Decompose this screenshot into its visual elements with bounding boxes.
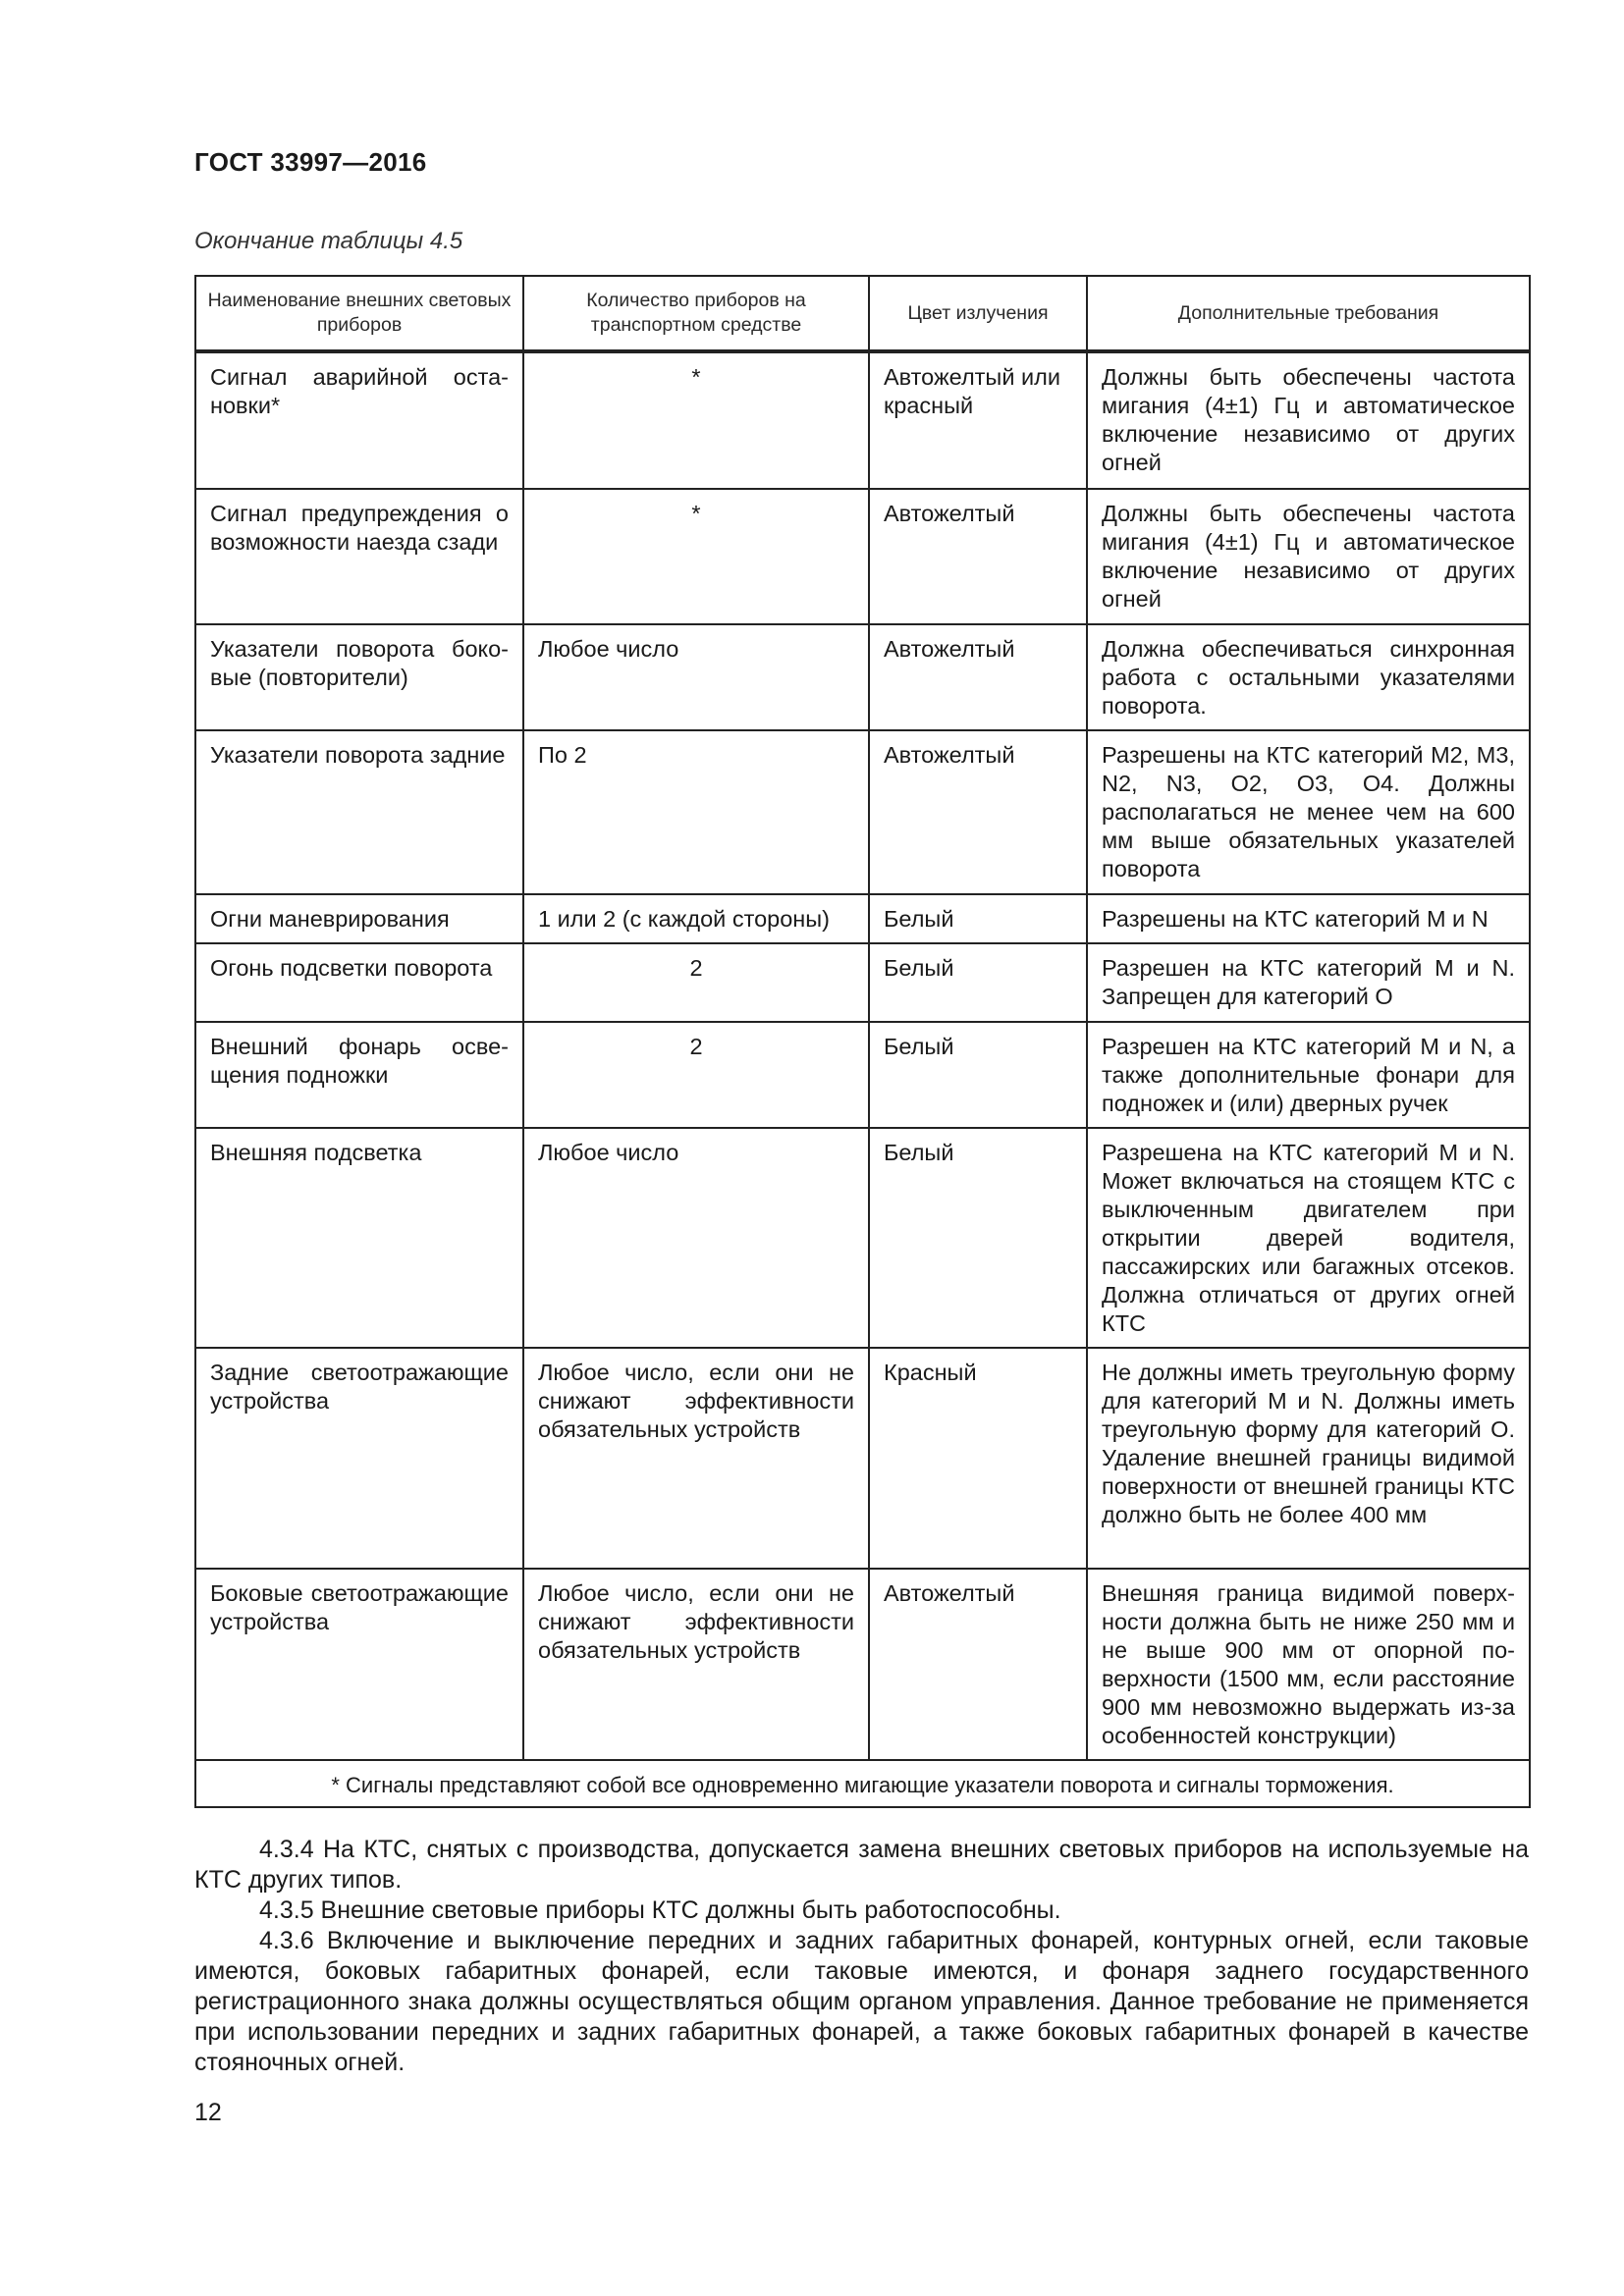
cell-requirements: Разрешены на КТС категорий М и N	[1087, 894, 1530, 943]
cell-requirements: Разрешен на КТС категорий М и N. Запрещен для категорий О	[1087, 943, 1530, 1022]
cell-device-count: Любое число, если они не снижают эффективности обязательных устройств	[523, 1348, 869, 1569]
cell-emission-color: Автожелтый	[869, 624, 1087, 730]
header-additional-requirements: Дополнительные требования	[1087, 276, 1530, 351]
cell-emission-color: Белый	[869, 1022, 1087, 1128]
table-header-row	[195, 276, 1530, 351]
cell-device-name: Указатели поворота задние	[195, 730, 523, 894]
cell-device-count: По 2	[523, 730, 869, 894]
cell-device-count: Любое число, если они не снижают эффективности обязательных устройств	[523, 1569, 869, 1760]
table-row	[195, 624, 1530, 730]
cell-emission-color: Автожелтый	[869, 489, 1087, 624]
cell-emission-color: Автожелтый	[869, 1569, 1087, 1760]
table-row	[195, 730, 1530, 894]
paragraph-4-3-6: 4.3.6 Включение и выключение передних и задних габаритных фонарей, контурных огней, если таковые имеются, боковых габаритных фонарей, если таковые имеются, и фонаря заднего государственного регистрационного знака должны осуществляться общим органом управления. Данное требование не применяется при использовании передних и задних габаритных фонарей, а также боковых габаритных фонарей в качестве стояночных огней.	[194, 1927, 1529, 2076]
table-row	[195, 351, 1530, 489]
cell-requirements: Должна обеспечиваться синхронная работа с остальными указателями поворота.	[1087, 624, 1530, 730]
table-row	[195, 1569, 1530, 1760]
cell-device-count: *	[523, 489, 869, 624]
cell-requirements: Должны быть обеспечены частота мигания (4±1) Гц и автоматическое включение независимо от других огней	[1087, 489, 1530, 624]
cell-emission-color: Автожелтый или красный	[869, 351, 1087, 489]
header-device-count: Количество приборов на транспортном средстве	[523, 276, 869, 351]
table-caption: Окончание таблицы 4.5	[194, 228, 463, 254]
cell-device-count: Любое число	[523, 624, 869, 730]
cell-device-name: Огни маневрирования	[195, 894, 523, 943]
cell-device-name: Огонь подсветки поворота	[195, 943, 523, 1022]
cell-device-name: Задние светоотражающие устройства	[195, 1348, 523, 1569]
cell-requirements: Разрешены на КТС категорий М2, М3, N2, N3, О2, О3, О4. Должны располагаться не менее чем на 600 мм выше обязательных указателей поворота	[1087, 730, 1530, 894]
table-footnote-row	[195, 1760, 1530, 1807]
cell-requirements: Не должны иметь треугольную форму для категорий М и N. Должны иметь треугольную форму для категорий О. Удаление внешней границы видимой поверхности от внешней границы КТС должно быть не более 400 мм	[1087, 1348, 1530, 1569]
cell-device-count: 1 или 2 (с каждой стороны)	[523, 894, 869, 943]
paragraph-4-3-4: 4.3.4 На КТС, снятых с производства, допускается замена внешних световых приборов на используемые на КТС других типов.	[194, 1836, 1529, 1894]
cell-device-name: Боковые светоотражающие устройства	[195, 1569, 523, 1760]
table-row	[195, 1022, 1530, 1128]
document-code: ГОСТ 33997—2016	[194, 147, 427, 177]
table-row	[195, 1348, 1530, 1569]
cell-emission-color: Белый	[869, 894, 1087, 943]
cell-device-name: Внешний фонарь освещения подножки	[195, 1022, 523, 1128]
header-emission-color: Цвет излучения	[869, 276, 1087, 351]
header-device-name: Наименование внешних световых приборов	[195, 276, 523, 351]
cell-device-count: Любое число	[523, 1128, 869, 1348]
body-text	[194, 1835, 1529, 2078]
cell-device-name: Сигнал аварийной остановки*	[195, 351, 523, 489]
lighting-devices-table	[194, 275, 1531, 1808]
cell-emission-color: Белый	[869, 1128, 1087, 1348]
cell-device-count: 2	[523, 943, 869, 1022]
cell-emission-color: Красный	[869, 1348, 1087, 1569]
cell-device-count: *	[523, 351, 869, 489]
cell-device-count: 2	[523, 1022, 869, 1128]
table-row	[195, 894, 1530, 943]
table-row	[195, 489, 1530, 624]
cell-emission-color: Белый	[869, 943, 1087, 1022]
page-number: 12	[194, 2099, 222, 2126]
cell-requirements: Разрешена на КТС категорий М и N. Может включаться на стоящем КТС с выключенным двигателем при открытии дверей водителя, пассажирских или багажных отсеков. Должна отличаться от других огней КТС	[1087, 1128, 1530, 1348]
table-row	[195, 1128, 1530, 1348]
table-row	[195, 943, 1530, 1022]
cell-emission-color: Автожелтый	[869, 730, 1087, 894]
cell-requirements: Должны быть обеспечены частота мигания (4±1) Гц и автоматическое включение независимо от других огней	[1087, 351, 1530, 489]
cell-device-name: Указатели поворота боковые (повторители)	[195, 624, 523, 730]
table-footnote: * Сигналы представляют собой все одновременно мигающие указатели поворота и сигналы торможения.	[195, 1760, 1530, 1807]
cell-device-name: Сигнал предупреждения о возможности наезда сзади	[195, 489, 523, 624]
cell-device-name: Внешняя подсветка	[195, 1128, 523, 1348]
cell-requirements: Разрешен на КТС категорий М и N, а также дополнительные фонари для подножек и (или) дверных ручек	[1087, 1022, 1530, 1128]
cell-requirements: Внешняя граница видимой поверхности должна быть не ниже 250 мм и не выше 900 мм от опорной поверхности (1500 мм, если расстояние 900 мм невозможно выдержать из-за особенностей конструкции)	[1087, 1569, 1530, 1760]
paragraph-4-3-5: 4.3.5 Внешние световые приборы КТС должны быть работоспособны.	[259, 1896, 1061, 1924]
